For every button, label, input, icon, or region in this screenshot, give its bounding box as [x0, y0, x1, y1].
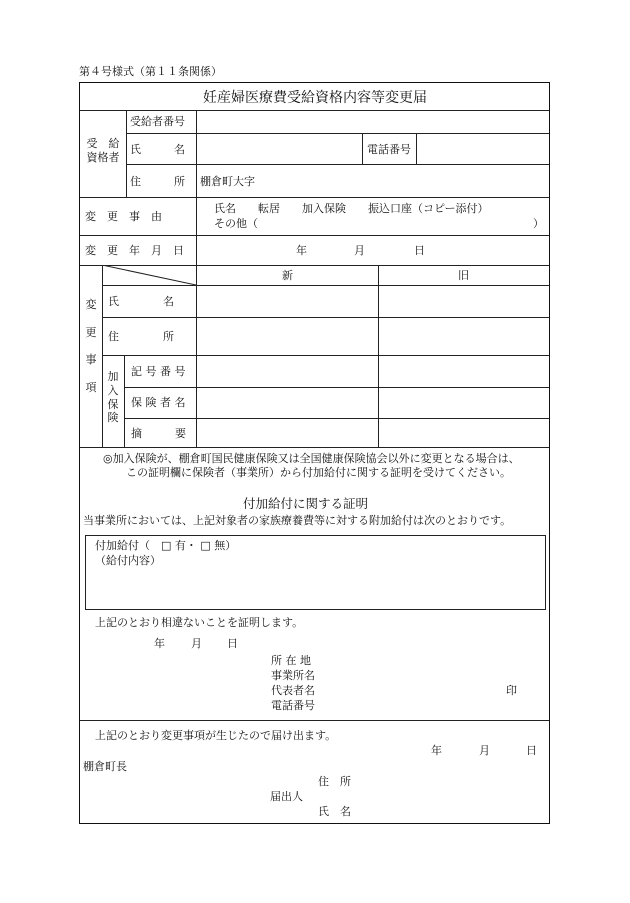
phone-label: 電話番号 [367, 143, 411, 156]
column-old: 旧 [458, 269, 469, 282]
insurance-group-label: 加 入 保 険 [107, 370, 119, 425]
certificate-heading: 付加給付に関する証明 [243, 496, 369, 511]
certificate-attest: 上記のとおり相違ないことを証明します。 [95, 616, 304, 629]
form-number: 第４号様式（第１１条関係） [79, 65, 222, 78]
certificate-phone-label: 電話番号 [271, 699, 315, 712]
change-date-label: 変 更 年 月 日 [85, 244, 184, 257]
seal-mark: 印 [506, 684, 517, 697]
divider [102, 355, 549, 356]
certificate-day: 日 [227, 637, 238, 650]
change-reason-other: その他（ ） [214, 217, 544, 230]
submission-day: 日 [526, 744, 537, 757]
divider [80, 235, 549, 236]
divider [362, 133, 363, 164]
divider [124, 355, 125, 447]
divider [126, 110, 127, 197]
divider [126, 164, 549, 165]
submission-month: 月 [479, 744, 490, 757]
symbol-number-label: 記 号 番 号 [131, 365, 186, 378]
divider [196, 110, 197, 447]
change-date-day: 日 [414, 244, 425, 257]
divider [102, 265, 103, 447]
divider [102, 285, 549, 286]
divider [102, 317, 549, 318]
summary-label: 摘 要 [131, 427, 186, 440]
location-label: 所 在 地 [271, 654, 311, 667]
office-name-label: 事業所名 [271, 669, 315, 682]
insurer-name-label: 保 険 者 名 [131, 396, 186, 409]
recipient-group-label: 受 給 資格者 [86, 137, 120, 165]
addressee: 棚倉町長 [83, 760, 127, 773]
submission-year: 年 [431, 744, 442, 757]
change-name-label: 氏 名 [108, 295, 174, 308]
benefit-line: 付加給付（ □ 有・ □ 無） [95, 539, 237, 552]
divider [80, 447, 549, 448]
benefit-detail: （給付内容） [95, 554, 161, 567]
divider [80, 720, 549, 721]
notice-line-2: この証明欄に保険者（事業所）から付加給付に関する証明を受けてください。 [126, 466, 511, 479]
recipient-address-label: 住 所 [130, 175, 185, 188]
divider [124, 387, 549, 388]
applicant-address-label: 住 所 [318, 775, 351, 788]
divider [124, 418, 549, 419]
certificate-year: 年 [154, 637, 165, 650]
change-reason-label: 変 更 事 由 [85, 210, 162, 223]
change-reason-options: 氏名 転居 加入保険 振込口座（コピー添付） [214, 202, 489, 215]
change-address-label: 住 所 [108, 330, 174, 343]
column-new: 新 [282, 269, 293, 282]
divider [126, 133, 549, 134]
applicant-label: 届出人 [270, 790, 303, 803]
certificate-statement: 当事業所においては、上記対象者の家族療養費等に対する附加給付は次のとおりです。 [83, 514, 512, 527]
change-date-month: 月 [354, 244, 365, 257]
notice-line-1: ◎加入保険が、棚倉町国民健康保険又は全国健康保険協会以外に変更となる場合は、 [103, 452, 520, 465]
address-prefix: 棚倉町大字 [200, 175, 255, 188]
representative-label: 代表者名 [271, 684, 315, 697]
change-date-year: 年 [296, 244, 307, 257]
divider [378, 265, 379, 447]
submission-statement: 上記のとおり変更事項が生じたので届け出ます。 [95, 729, 337, 742]
certificate-month: 月 [191, 637, 202, 650]
recipient-number-label: 受給者番号 [130, 115, 185, 128]
change-items-group-label: 変 更 事 項 [85, 298, 97, 394]
divider [80, 197, 549, 198]
divider [416, 133, 417, 164]
recipient-name-label: 氏 名 [130, 143, 185, 156]
diagonal-line [102, 265, 196, 285]
form-title: 妊産婦医療費受給資格内容等変更届 [203, 90, 427, 106]
applicant-name-label: 氏 名 [318, 805, 351, 818]
divider [80, 110, 549, 111]
